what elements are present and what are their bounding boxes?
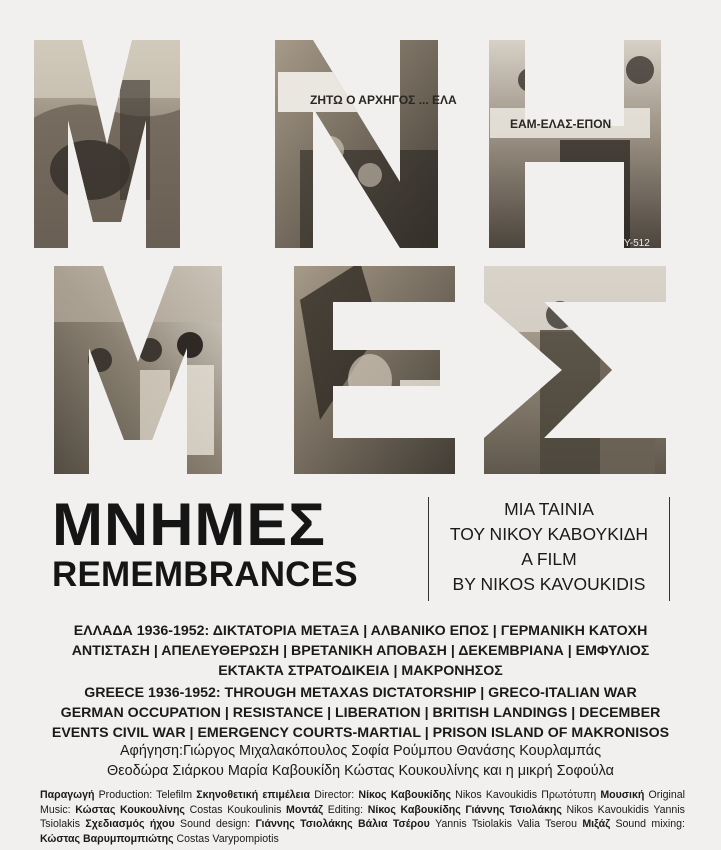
mixing-name-en: Costas Varypompiotis [176, 832, 279, 845]
editing-names-en: Nikos Kavoukidis Yannis Tsiolakis [40, 803, 685, 831]
photo-sign-text-1: ΖΗΤΩ Ο ΑΡΧΗΓΟΣ ... ΕΛΑ [310, 93, 457, 107]
director-name-gr: Νίκος Καβουκίδης [358, 789, 451, 801]
sound-design-names-gr: Γιάννης Τσιολάκης Βάλια Τσέρου [255, 818, 430, 831]
mixing-label-en: Sound mixing: [615, 818, 685, 831]
editing-label-gr: Μοντάζ [286, 803, 324, 816]
credit-line-3: A FILM [521, 549, 577, 569]
history-english [30, 683, 691, 743]
narration-credits [30, 741, 691, 781]
history-gr-line-3: ΕΚΤΑΚΤΑ ΣΤΡΑΤΟΔΙΚΕΙΑ | ΜΑΚΡΟΝΗΣΟΣ [218, 663, 503, 679]
credit-line-1: ΜΙΑ ΤΑΙΝΙΑ [504, 499, 594, 519]
history-en-line-1: GREECE 1936-1952: THROUGH METAXAS DICTATORSHIP | GRECO-ITALIAN WAR [84, 685, 637, 701]
sound-design-names-en: Yannis Tsiolakis Valia Tserou [435, 818, 577, 831]
editing-label-en: Editing: [327, 803, 364, 816]
director-label-en: Director: [314, 789, 355, 801]
editing-names-gr: Νίκος Καβουκίδης Γιάννης Τσιολάκης [367, 803, 562, 816]
music-name-gr: Κώστας Κουκουλίνης [75, 803, 185, 816]
film-title-block [52, 491, 424, 594]
photo-sign-text-2: ΕΑΜ-ΕΛΑΣ-ΕΠΟΝ [510, 117, 612, 131]
narration-line-1: Αφήγηση:Γιώργος Μιχαλακόπουλος Σοφία Ρούμπου Θανάσης Κουρλαμπάς [119, 743, 602, 759]
sound-design-label-gr: Σχεδιασμός ήχου [85, 818, 175, 831]
history-greek [30, 621, 691, 681]
production-label-gr: Παραγωγή [40, 789, 95, 801]
credit-line-4: BY NIKOS KAVOUKIDIS [452, 574, 646, 594]
music-label-en: Original Music: [40, 789, 686, 816]
art-direction-label-gr: Σκηνοθετική επιμέλεια [196, 789, 311, 801]
title-greek: ΜΝΗΜΕΣ [52, 491, 327, 558]
mixing-label-gr: Μιξάζ [582, 818, 611, 831]
director-credit-block [428, 497, 670, 601]
sound-design-label-en: Sound design: [180, 818, 251, 831]
original-label-gr: Πρωτότυπη [541, 789, 597, 801]
photo-letters-mes [50, 262, 670, 478]
title-english: REMEMBRANCES [52, 555, 358, 594]
music-label-gr: Μουσική [600, 789, 645, 801]
credit-line-2: ΤΟΥ ΝΙΚΟΥ ΚΑΒΟΥΚΙΔΗ [449, 524, 649, 544]
history-gr-line-1: ΕΛΛΑΔΑ 1936-1952: ΔΙΚΤΑΤΟΡΙΑ ΜΕΤΑΞΑ | ΑΛΒΑΝΙΚΟ ΕΠΟΣ | ΓΕΡΜΑΝΙΚΗ ΚΑΤΟΧΗ [73, 623, 648, 639]
history-en-line-2: GERMAN OCCUPATION | RESISTANCE | LIBERATION | BRITISH LANDINGS | DECEMBER [60, 705, 661, 721]
narration-line-2: Θεοδώρα Σιάρκου Μαρία Καβουκίδη Κώστας Κουκουλίνης και η μικρή Σοφούλα [107, 763, 614, 779]
crew-credits [40, 788, 685, 846]
production-value: Telefilm [156, 789, 193, 801]
history-gr-line-2: ΑΝΤΙΣΤΑΣΗ | ΑΠΕΛΕΥΘΕΡΩΣΗ | ΒΡΕΤΑΝΙΚΗ ΑΠΟΒΑΣΗ | ΔΕΚΕΜΒΡΙΑΝΑ | ΕΜΦΥΛΙΟΣ [71, 643, 650, 659]
music-name-en: Costas Koukoulinis [189, 803, 282, 816]
photo-letters-mnh [30, 38, 665, 250]
history-en-line-3: EVENTS CIVIL WAR | EMERGENCY COURTS-MARTIAL | PRISON ISLAND OF MAKRONISOS [51, 725, 670, 741]
director-name-en: Nikos Kavoukidis [455, 789, 538, 801]
production-label-en: Production: [98, 789, 153, 801]
mixing-name-gr: Κώστας Βαρυμπομπιώτης [40, 832, 174, 845]
photo-plate-text: Υ-512 [624, 238, 650, 249]
